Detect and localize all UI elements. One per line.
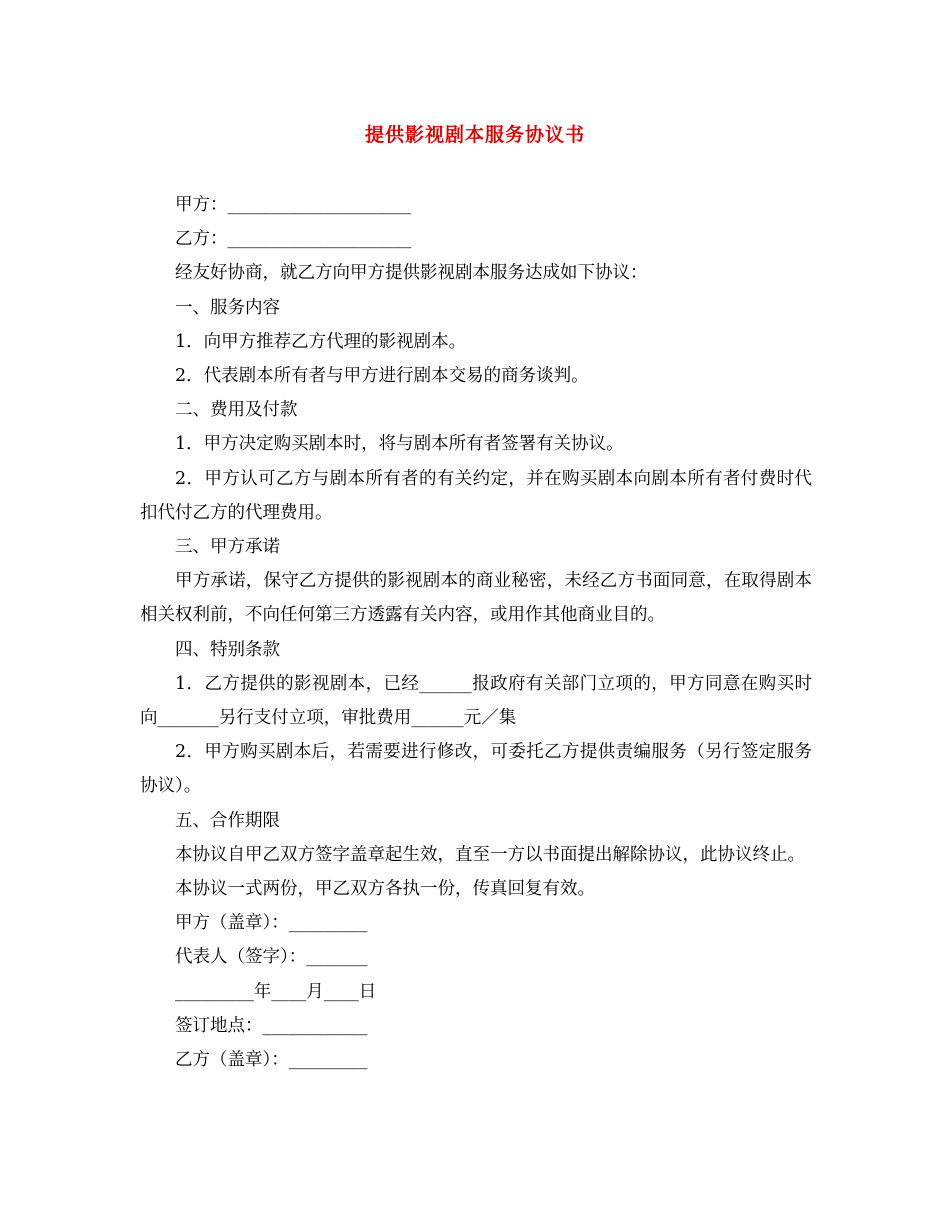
party-a-line: 甲方：_____________________ xyxy=(175,195,412,215)
representative-signature-line: 代表人（签字）：_______ xyxy=(175,947,368,968)
clause-3: 甲方承诺，保守乙方提供的影视剧本的商业秘密，未经乙方书面同意，在取得剧本相关权利前，不向任何第三方透露有关内容，或用作其他商业目的。 xyxy=(140,571,812,626)
document-title: 提供影视剧本服务协议书 xyxy=(364,124,585,146)
party-b-line: 乙方：_____________________ xyxy=(175,229,412,250)
clause-1-2: 2．代表剧本所有者与甲方进行剧本交易的商务谈判。 xyxy=(175,366,589,387)
preamble: 经友好协商，就乙方向甲方提供影视剧本服务达成如下协议： xyxy=(175,263,648,284)
copies-statement: 本协议一式两份，甲乙双方各执一份，传真回复有效。 xyxy=(175,879,595,900)
signing-place-line: 签订地点：____________ xyxy=(175,1015,368,1036)
clause-4-2: 2．甲方购买剧本后，若需要进行修改，可委托乙方提供责编服务（另行签定服务协议）。 xyxy=(140,742,812,797)
section-heading-3: 三、甲方承诺 xyxy=(175,537,280,558)
clause-4-1: 1．乙方提供的影视剧本，已经______报政府有关部门立项的，甲方同意在购买时向_______另行支付立项，审批费用______元／集 xyxy=(140,673,812,729)
date-line: _________年____月____日 xyxy=(175,981,377,1002)
document-body xyxy=(140,188,812,1077)
party-b-seal-line: 乙方（盖章）：_________ xyxy=(175,1050,368,1071)
section-heading-4: 四、特别条款 xyxy=(175,639,280,660)
clause-2-1: 1．甲方决定购买剧本时，将与剧本所有者签署有关协议。 xyxy=(175,434,624,455)
section-heading-2: 二、费用及付款 xyxy=(175,400,298,421)
section-heading-5: 五、合作期限 xyxy=(175,810,280,831)
clause-2-2: 2．甲方认可乙方与剧本所有者的有关约定，并在购买剧本向剧本所有者付费时代扣代付乙方的代理费用。 xyxy=(140,468,812,523)
party-a-seal-line: 甲方（盖章）：_________ xyxy=(175,913,368,934)
section-heading-1: 一、服务内容 xyxy=(175,297,280,318)
clause-5: 本协议自甲乙双方签字盖章起生效，直至一方以书面提出解除协议，此协议终止。 xyxy=(175,844,805,865)
clause-1-1: 1．向甲方推荐乙方代理的影视剧本。 xyxy=(175,331,467,352)
